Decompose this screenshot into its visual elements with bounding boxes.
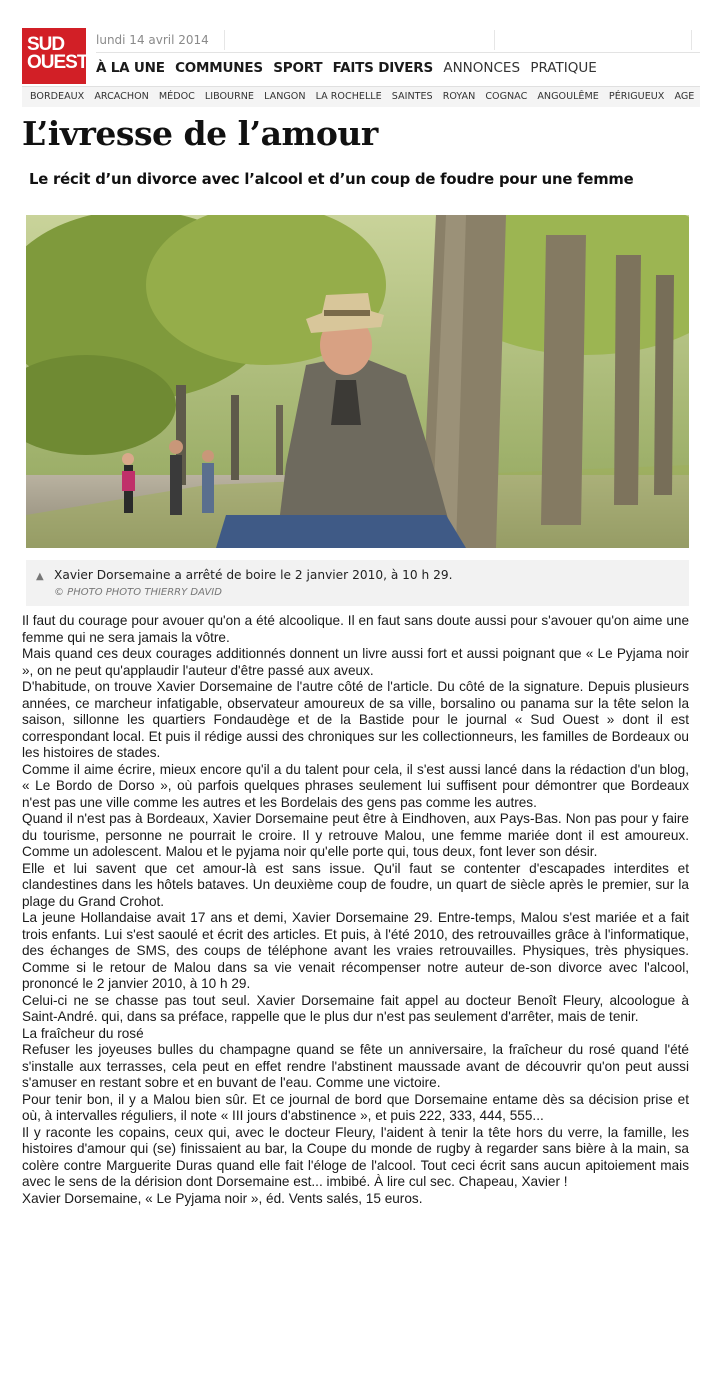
city-link[interactable]: LIBOURNE: [204, 91, 254, 102]
triangle-up-icon: ▲: [36, 571, 44, 582]
photo-caption-box: [26, 560, 689, 606]
paragraph: Comme il aime écrire, mieux encore qu'il a du talent pour cela, il s'est aussi lancé dans la rédaction d'un blog, « Le Bordo de Dorso », où parfois quelques phrases seulement lui suffisent pour démontrer que Bordeaux n'est pas une ville comme les autres et les Bordelais des gens pas comme les autres.: [22, 761, 689, 810]
sud-ouest-logo[interactable]: SUD OUEST: [22, 28, 86, 84]
nav-item-annonces[interactable]: ANNONCES: [443, 60, 521, 76]
city-nav: [22, 86, 700, 107]
paragraph: Celui-ci ne se chasse pas tout seul. Xavier Dorsemaine fait appel au docteur Benoît Fleury, alcoologue à Saint-André. qui, dans sa préface, rappelle que le plus dur n'est pas seulement d'arrêter, mais de tenir.: [22, 992, 689, 1024]
article-body: [22, 613, 689, 1207]
city-link[interactable]: BORDEAUX: [30, 91, 85, 102]
city-link[interactable]: ARCACHON: [94, 91, 149, 102]
city-link[interactable]: SAINTES: [391, 91, 433, 102]
nav-item-faits-divers[interactable]: FAITS DIVERS: [332, 60, 434, 76]
paragraph: Pour tenir bon, il y a Malou bien sûr. Et ce journal de bord que Dorsemaine entame dès sa décision prise et où, à intervalles réguliers, il note « III jours d'abstinence », et puis 222, 333, 444, 555...: [22, 1091, 689, 1123]
nav-item-a-la-une[interactable]: À LA UNE: [96, 60, 165, 76]
paragraph: Refuser les joyeuses bulles du champagne quand se fête un anniversaire, la fraîcheur du rosé quand l'été s'installe aux terrasses, cela peut en effet rendre l'abstinent maussade avant de découvrir qu'on peut aussi s'amuser en restant sobre et en buvant de l'eau. Comme une victoire.: [22, 1042, 689, 1090]
section-heading: La fraîcheur du rosé: [22, 1025, 144, 1041]
edition-date: lundi 14 avril 2014: [96, 33, 209, 47]
nav-item-communes[interactable]: COMMUNES: [175, 60, 263, 76]
city-link[interactable]: AGE: [674, 91, 695, 102]
city-link[interactable]: LA ROCHELLE: [315, 91, 382, 102]
photo-caption: Xavier Dorsemaine a arrêté de boire le 2 janvier 2010, à 10 h 29.: [54, 568, 453, 582]
city-link[interactable]: ROYAN: [442, 91, 476, 102]
nav-item-sport[interactable]: SPORT: [273, 60, 323, 76]
article-title: L’ivresse de l’amour: [22, 114, 378, 153]
photo-credit: © PHOTO PHOTO THIERRY DAVID: [54, 587, 222, 598]
paragraph: Il y raconte les copains, ceux qui, avec le docteur Fleury, l'aident à tenir la tête hors du verre, la famille, les histoires d'amour qui (se) finissaient au bar, la Coupe du monde de rugby à regarder sans bière à la main, sa colère contre Marguerite Duras quand elle fait l'éloge de l'alcool. Tout ceci écrit sans aucun apitoiement mais avec le sens de la dérision dont Dorsemaine est... imbibé. À lire cul sec. Chapeau, Xavier !: [22, 1124, 689, 1189]
paragraph: La jeune Hollandaise avait 17 ans et demi, Xavier Dorsemaine 29. Entre-temps, Malou s'est mariée et a fait trois enfants. Lui s'est saoulé et écrit des articles. Et puis, à l'été 2010, des retrouvailles grâce à l'informatique, des échanges de SMS, des coups de téléphone avant les vraies retrouvailles. Physiques, très physiques. Comme si le retour de Malou dans sa vie venait récompenser notre auteur de-son divorce avec l'alcool, prononcé le 2 janvier 2010, à 10 h 29.: [22, 910, 689, 991]
paragraph: Mais quand ces deux courages additionnés donnent un livre aussi fort et aussi poignant que « Le Pyjama noir », on ne peut qu'applaudir l'auteur d'être passé aux aveux.: [22, 646, 689, 678]
article-subtitle: Le récit d’un divorce avec l’alcool et d’un coup de foudre pour une femme: [29, 171, 634, 188]
book-reference: Xavier Dorsemaine, « Le Pyjama noir », éd. Vents salés, 15 euros.: [22, 1190, 423, 1206]
paragraph: D'habitude, on trouve Xavier Dorsemaine de l'autre côté de l'article. Du côté de la signature. Depuis plusieurs années, ce marcheur infatigable, observateur amoureux de sa ville, borsalino ou panama sur la tête selon la saison, sillonne les quartiers Fondaudège et de la Bastide pour le journal « Sud Ouest » dont il est correspondant local. Et puis il rédige aussi des chroniques sur les collectionneurs, les familles de Bordeaux ou les histoires de stades.: [22, 679, 689, 760]
city-link[interactable]: COGNAC: [485, 91, 528, 102]
paragraph: Elle et lui savent que cet amour-là est sans issue. Qu'il faut se contenter d'escapades interdites et clandestines dans les hôtels bataves. Un deuxième coup de foudre, un quart de siècle après le premier, sur la plage du Grand Crohot.: [22, 860, 689, 909]
site-header: [22, 28, 700, 86]
paragraph: Quand il n'est pas à Bordeaux, Xavier Dorsemaine peut être à Eindhoven, aux Pays-Bas. Non pas pour y faire du tourisme, personne ne pourrait le croire. Il y retrouve Malou, une femme mariée dont il est amoureux. Comme un adolescent. Malou et le pyjama noir qu'elle porte qui, tous deux, font lever son désir.: [22, 811, 689, 859]
nav-item-pratique[interactable]: PRATIQUE: [530, 60, 597, 76]
city-link[interactable]: LANGON: [264, 91, 306, 102]
paragraph: Il faut du courage pour avouer qu'on a été alcoolique. Il en faut sans doute aussi pour s'avouer qu'on aime une femme qui ne sera jamais la vôtre.: [22, 613, 689, 645]
city-link[interactable]: PÉRIGUEUX: [608, 91, 665, 102]
city-link[interactable]: MÉDOC: [158, 91, 195, 102]
main-nav: [96, 60, 603, 76]
city-link[interactable]: ANGOULÊME: [537, 91, 599, 102]
article-photo: [26, 215, 689, 548]
